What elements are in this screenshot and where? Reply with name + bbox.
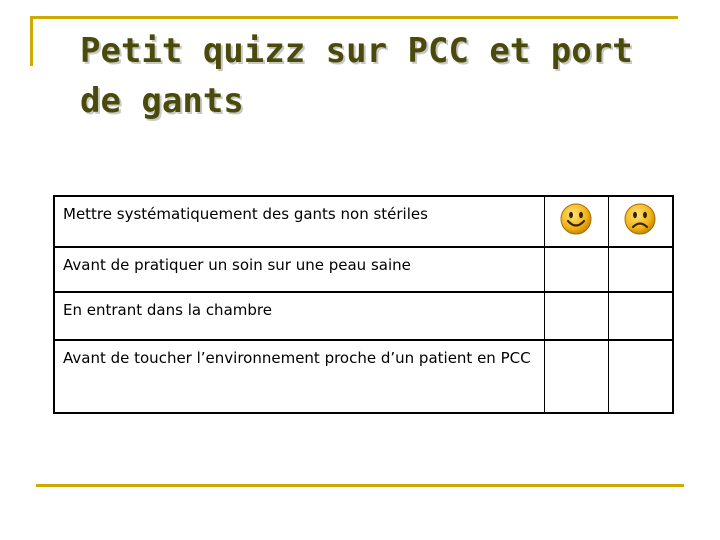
yes-cell[interactable] [544, 340, 608, 413]
no-cell[interactable] [608, 340, 673, 413]
top-accent-line [30, 16, 678, 19]
happy-smiley-icon [559, 202, 593, 236]
slide-title: Petit quizz sur PCC et port de gants [80, 31, 633, 121]
yes-cell[interactable] [544, 196, 608, 247]
no-cell[interactable] [608, 292, 673, 340]
left-accent-line [30, 16, 33, 66]
sad-smiley-icon [623, 202, 657, 236]
yes-cell[interactable] [544, 247, 608, 292]
bottom-accent-line [36, 484, 684, 487]
quiz-row [54, 247, 673, 292]
yes-cell[interactable] [544, 292, 608, 340]
no-cell[interactable] [608, 196, 673, 247]
quiz-table [53, 195, 674, 414]
quiz-statement: Avant de pratiquer un soin sur une peau saine [54, 247, 544, 292]
quiz-statement: Mettre systématiquement des gants non stériles [54, 196, 544, 247]
quiz-row [54, 340, 673, 413]
no-cell[interactable] [608, 247, 673, 292]
quiz-statement: Avant de toucher l’environnement proche d’un patient en PCC [54, 340, 544, 413]
quiz-row [54, 292, 673, 340]
quiz-statement: En entrant dans la chambre [54, 292, 544, 340]
quiz-row [54, 196, 673, 247]
